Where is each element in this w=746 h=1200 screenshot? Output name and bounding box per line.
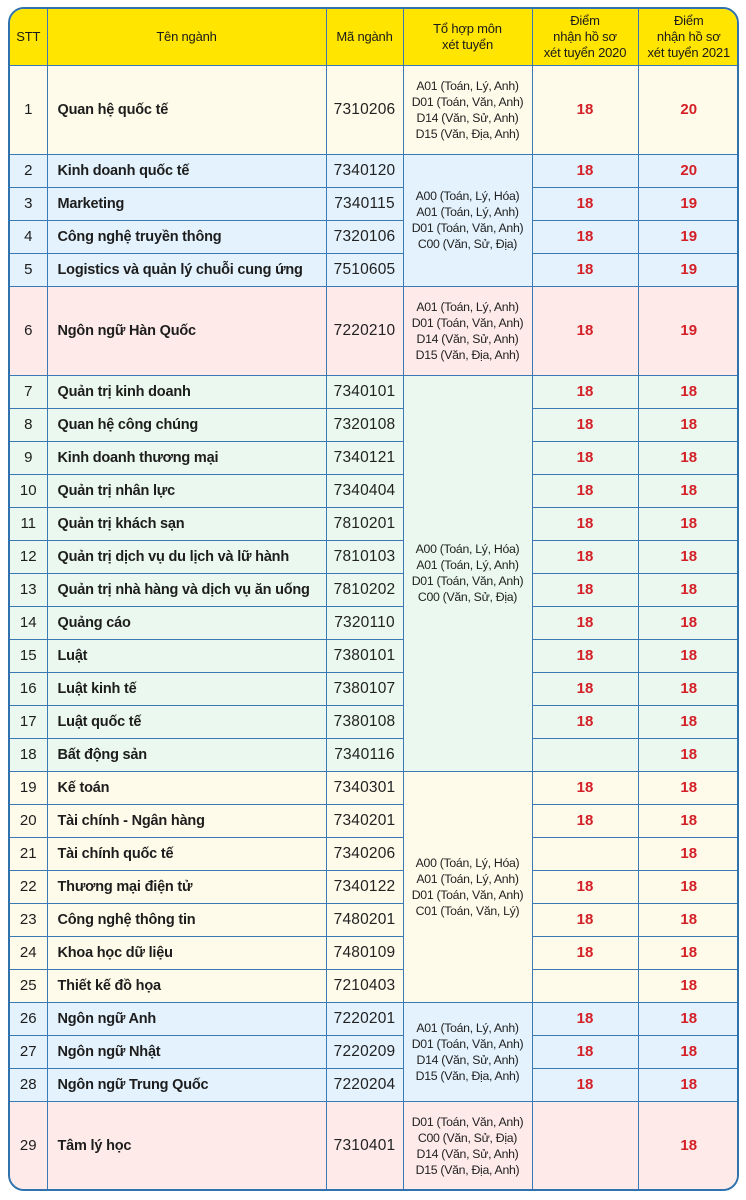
header-stt-label: STT — [16, 28, 41, 44]
cell-score-2021: 18 — [638, 639, 739, 672]
cell-major-code: 7810202 — [326, 573, 403, 606]
subject-combo: D01 (Toán, Văn, Anh) — [411, 221, 524, 235]
cell-score-2020: 18 — [532, 705, 638, 738]
subject-combo: A01 (Toán, Lý, Anh) — [416, 78, 519, 93]
cell-major-code: 7340116 — [326, 738, 403, 771]
cell-major-name: Bất động sản — [47, 738, 326, 771]
cell-score-2020: 18 — [532, 65, 638, 154]
table-row — [10, 441, 739, 474]
subject-combo: D15 (Văn, Địa, Anh) — [415, 1162, 520, 1177]
table-row — [10, 286, 739, 375]
cell-score-2020: 18 — [532, 771, 638, 804]
cell-major-code: 7340122 — [326, 870, 403, 903]
header-combo-line: xét tuyển — [442, 36, 493, 52]
cell-score-2020 — [532, 738, 638, 771]
header-score-line: nhận hồ sơ — [656, 28, 721, 44]
cell-subject-combos — [403, 771, 532, 1002]
cell-major-name: Quảng cáo — [47, 606, 326, 639]
cell-major-code: 7220210 — [326, 286, 403, 375]
cell-major-name: Kinh doanh quốc tế — [47, 154, 326, 187]
header-score-line: Điểm — [673, 12, 704, 28]
table-row — [10, 573, 739, 606]
cell-stt: 9 — [10, 441, 47, 474]
cell-score-2021: 18 — [638, 1002, 739, 1035]
cell-score-2020: 18 — [532, 441, 638, 474]
subject-combo: A00 (Toán, Lý, Hóa) — [415, 855, 520, 870]
cell-score-2021: 18 — [638, 738, 739, 771]
subject-combo: D14 (Văn, Sử, Anh) — [416, 110, 519, 125]
admission-table-frame — [8, 7, 739, 1191]
table-row — [10, 220, 739, 253]
cell-major-name: Thiết kế đồ họa — [47, 969, 326, 1002]
cell-score-2021: 18 — [638, 870, 739, 903]
cell-score-2021: 20 — [638, 154, 739, 187]
cell-major-code: 7320106 — [326, 220, 403, 253]
cell-major-name: Quan hệ công chúng — [47, 408, 326, 441]
cell-major-code: 7480201 — [326, 903, 403, 936]
header-score-line: Điểm — [570, 12, 600, 28]
cell-score-2020: 18 — [532, 573, 638, 606]
cell-major-name: Luật quốc tế — [47, 705, 326, 738]
table-header-row — [10, 9, 739, 65]
cell-stt: 10 — [10, 474, 47, 507]
cell-stt: 8 — [10, 408, 47, 441]
cell-subject-combos — [403, 286, 532, 375]
cell-score-2021: 18 — [638, 903, 739, 936]
cell-major-name: Công nghệ truyền thông — [47, 220, 326, 253]
subject-combo: C00 (Văn, Sử, Địa) — [417, 237, 518, 251]
cell-major-name: Kế toán — [47, 771, 326, 804]
cell-major-code: 7310401 — [326, 1101, 403, 1190]
cell-score-2020: 18 — [532, 1035, 638, 1068]
subject-combo: D01 (Toán, Văn, Anh) — [411, 315, 524, 330]
cell-major-name: Tâm lý học — [47, 1101, 326, 1190]
cell-major-name: Kinh doanh thương mại — [47, 441, 326, 474]
cell-score-2021: 18 — [638, 969, 739, 1002]
cell-score-2021: 19 — [638, 187, 739, 220]
table-row — [10, 672, 739, 705]
cell-stt: 21 — [10, 837, 47, 870]
cell-score-2020: 18 — [532, 286, 638, 375]
subject-combo: A01 (Toán, Lý, Anh) — [416, 1020, 519, 1035]
cell-stt: 14 — [10, 606, 47, 639]
cell-subject-combos — [403, 1101, 532, 1190]
table-row — [10, 375, 739, 408]
cell-major-code: 7810201 — [326, 507, 403, 540]
table-row — [10, 738, 739, 771]
cell-major-code: 7320108 — [326, 408, 403, 441]
admission-table — [10, 9, 739, 1190]
cell-stt: 12 — [10, 540, 47, 573]
table-row — [10, 606, 739, 639]
cell-stt: 24 — [10, 936, 47, 969]
header-stt — [10, 9, 47, 65]
cell-major-name: Ngôn ngữ Anh — [47, 1002, 326, 1035]
header-name-label: Tên ngành — [156, 28, 217, 44]
cell-major-code: 7340101 — [326, 375, 403, 408]
cell-major-name: Tài chính quốc tế — [47, 837, 326, 870]
subject-combo: A01 (Toán, Lý, Anh) — [416, 558, 519, 572]
cell-major-name: Ngôn ngữ Trung Quốc — [47, 1068, 326, 1101]
cell-major-code: 7480109 — [326, 936, 403, 969]
cell-major-code: 7380101 — [326, 639, 403, 672]
subject-combo: D01 (Toán, Văn, Anh) — [411, 887, 524, 902]
cell-stt: 26 — [10, 1002, 47, 1035]
cell-major-code: 7810103 — [326, 540, 403, 573]
table-row — [10, 771, 739, 804]
cell-major-code: 7340206 — [326, 837, 403, 870]
table-row — [10, 1068, 739, 1101]
header-score-2020 — [532, 9, 638, 65]
cell-stt: 6 — [10, 286, 47, 375]
cell-major-name: Thương mại điện tử — [47, 870, 326, 903]
cell-score-2021: 18 — [638, 837, 739, 870]
cell-stt: 13 — [10, 573, 47, 606]
cell-stt: 17 — [10, 705, 47, 738]
header-name — [47, 9, 326, 65]
table-row — [10, 1002, 739, 1035]
cell-major-code: 7340404 — [326, 474, 403, 507]
subject-combo: A01 (Toán, Lý, Anh) — [416, 205, 519, 219]
cell-score-2020: 18 — [532, 408, 638, 441]
cell-stt: 22 — [10, 870, 47, 903]
cell-score-2021: 18 — [638, 441, 739, 474]
subject-combo: D15 (Văn, Địa, Anh) — [415, 347, 520, 362]
cell-stt: 1 — [10, 65, 47, 154]
cell-stt: 4 — [10, 220, 47, 253]
table-row — [10, 936, 739, 969]
cell-major-name: Quản trị khách sạn — [47, 507, 326, 540]
cell-score-2021: 18 — [638, 936, 739, 969]
cell-stt: 19 — [10, 771, 47, 804]
subject-combo: D01 (Toán, Văn, Anh) — [411, 574, 524, 588]
cell-score-2020: 18 — [532, 1068, 638, 1101]
header-code-label: Mã ngành — [336, 28, 393, 44]
cell-major-name: Luật kinh tế — [47, 672, 326, 705]
table-body — [10, 65, 739, 1190]
cell-subject-combos — [403, 154, 532, 286]
cell-major-code: 7210403 — [326, 969, 403, 1002]
cell-score-2020: 18 — [532, 639, 638, 672]
subject-combo: C01 (Toán, Văn, Lý) — [415, 903, 520, 918]
cell-score-2021: 19 — [638, 220, 739, 253]
table-row — [10, 474, 739, 507]
cell-stt: 27 — [10, 1035, 47, 1068]
cell-major-code: 7340120 — [326, 154, 403, 187]
cell-score-2021: 19 — [638, 253, 739, 286]
subject-combo: C00 (Văn, Sử, Địa) — [417, 590, 518, 604]
cell-stt: 25 — [10, 969, 47, 1002]
header-score-2021 — [638, 9, 739, 65]
cell-score-2021: 20 — [638, 65, 739, 154]
cell-major-name: Công nghệ thông tin — [47, 903, 326, 936]
cell-score-2020: 18 — [532, 375, 638, 408]
subject-combo: D14 (Văn, Sử, Anh) — [416, 1146, 519, 1161]
cell-stt: 23 — [10, 903, 47, 936]
cell-score-2020 — [532, 1101, 638, 1190]
cell-stt: 3 — [10, 187, 47, 220]
cell-score-2021: 18 — [638, 375, 739, 408]
subject-combo: C00 (Văn, Sử, Địa) — [417, 1130, 518, 1145]
table-row — [10, 705, 739, 738]
cell-major-name: Tài chính - Ngân hàng — [47, 804, 326, 837]
cell-score-2020: 18 — [532, 507, 638, 540]
cell-major-name: Logistics và quản lý chuỗi cung ứng — [47, 253, 326, 286]
cell-stt: 16 — [10, 672, 47, 705]
cell-stt: 11 — [10, 507, 47, 540]
subject-combo: D14 (Văn, Sử, Anh) — [416, 331, 519, 346]
header-score-line: xét tuyển 2021 — [647, 44, 730, 60]
cell-major-name: Quản trị nhà hàng và dịch vụ ăn uống — [47, 573, 326, 606]
subject-combo: D01 (Toán, Văn, Anh) — [411, 1036, 524, 1051]
header-score-line: nhận hồ sơ — [553, 28, 617, 44]
cell-score-2021: 18 — [638, 705, 739, 738]
subject-combo: D01 (Toán, Văn, Anh) — [411, 94, 524, 109]
cell-major-code: 7340301 — [326, 771, 403, 804]
cell-score-2021: 18 — [638, 672, 739, 705]
cell-score-2020: 18 — [532, 606, 638, 639]
cell-subject-combos — [403, 375, 532, 771]
cell-major-name: Marketing — [47, 187, 326, 220]
cell-score-2020: 18 — [532, 540, 638, 573]
subject-combo: A01 (Toán, Lý, Anh) — [416, 299, 519, 314]
cell-score-2020: 18 — [532, 672, 638, 705]
cell-major-name: Ngôn ngữ Hàn Quốc — [47, 286, 326, 375]
table-row — [10, 870, 739, 903]
header-combo — [403, 9, 532, 65]
subject-combo: A01 (Toán, Lý, Anh) — [416, 871, 519, 886]
table-row — [10, 903, 739, 936]
cell-major-code: 7380108 — [326, 705, 403, 738]
cell-score-2020: 18 — [532, 903, 638, 936]
cell-score-2021: 18 — [638, 573, 739, 606]
header-code — [326, 9, 403, 65]
cell-major-code: 7220201 — [326, 1002, 403, 1035]
cell-score-2021: 18 — [638, 1035, 739, 1068]
subject-combo: D01 (Toán, Văn, Anh) — [411, 1114, 524, 1129]
table-row — [10, 65, 739, 154]
cell-score-2020: 18 — [532, 1002, 638, 1035]
cell-score-2021: 19 — [638, 286, 739, 375]
cell-major-name: Quan hệ quốc tế — [47, 65, 326, 154]
cell-major-code: 7380107 — [326, 672, 403, 705]
subject-combo: D14 (Văn, Sử, Anh) — [416, 1052, 519, 1067]
table-row — [10, 154, 739, 187]
cell-score-2021: 18 — [638, 606, 739, 639]
cell-major-name: Quản trị dịch vụ du lịch và lữ hành — [47, 540, 326, 573]
cell-stt: 2 — [10, 154, 47, 187]
cell-stt: 29 — [10, 1101, 47, 1190]
cell-score-2020 — [532, 969, 638, 1002]
cell-major-code: 7340121 — [326, 441, 403, 474]
cell-subject-combos — [403, 65, 532, 154]
cell-major-name: Luật — [47, 639, 326, 672]
cell-major-code: 7510605 — [326, 253, 403, 286]
subject-combo: A00 (Toán, Lý, Hóa) — [415, 189, 520, 203]
cell-stt: 7 — [10, 375, 47, 408]
cell-score-2020: 18 — [532, 154, 638, 187]
cell-major-code: 7340201 — [326, 804, 403, 837]
table-row — [10, 639, 739, 672]
cell-subject-combos — [403, 1002, 532, 1101]
cell-score-2021: 18 — [638, 804, 739, 837]
cell-score-2021: 18 — [638, 540, 739, 573]
table-row — [10, 837, 739, 870]
cell-score-2021: 18 — [638, 408, 739, 441]
cell-score-2020: 18 — [532, 474, 638, 507]
cell-stt: 20 — [10, 804, 47, 837]
table-row — [10, 253, 739, 286]
cell-score-2020: 18 — [532, 220, 638, 253]
table-row — [10, 804, 739, 837]
subject-combo: A00 (Toán, Lý, Hóa) — [415, 542, 520, 556]
cell-score-2020: 18 — [532, 936, 638, 969]
table-row — [10, 1035, 739, 1068]
cell-major-code: 7220204 — [326, 1068, 403, 1101]
cell-stt: 28 — [10, 1068, 47, 1101]
subject-combo: D15 (Văn, Địa, Anh) — [415, 126, 520, 141]
cell-stt: 18 — [10, 738, 47, 771]
table-row — [10, 408, 739, 441]
cell-major-code: 7340115 — [326, 187, 403, 220]
table-row — [10, 540, 739, 573]
cell-score-2020: 18 — [532, 187, 638, 220]
table-row — [10, 187, 739, 220]
cell-major-code: 7320110 — [326, 606, 403, 639]
subject-combo: D15 (Văn, Địa, Anh) — [415, 1068, 520, 1083]
cell-score-2021: 18 — [638, 1068, 739, 1101]
cell-stt: 5 — [10, 253, 47, 286]
table-row — [10, 1101, 739, 1190]
cell-major-code: 7220209 — [326, 1035, 403, 1068]
header-score-line: xét tuyển 2020 — [543, 44, 627, 60]
cell-score-2020: 18 — [532, 804, 638, 837]
cell-stt: 15 — [10, 639, 47, 672]
table-row — [10, 969, 739, 1002]
cell-major-code: 7310206 — [326, 65, 403, 154]
cell-score-2021: 18 — [638, 771, 739, 804]
cell-score-2020 — [532, 837, 638, 870]
cell-major-name: Quản trị nhân lực — [47, 474, 326, 507]
cell-score-2021: 18 — [638, 507, 739, 540]
header-combo-line: Tổ hợp môn — [433, 20, 502, 36]
cell-score-2020: 18 — [532, 253, 638, 286]
cell-major-name: Quản trị kinh doanh — [47, 375, 326, 408]
cell-score-2021: 18 — [638, 1101, 739, 1190]
cell-major-name: Ngôn ngữ Nhật — [47, 1035, 326, 1068]
cell-major-name: Khoa học dữ liệu — [47, 936, 326, 969]
cell-score-2020: 18 — [532, 870, 638, 903]
table-row — [10, 507, 739, 540]
cell-score-2021: 18 — [638, 474, 739, 507]
